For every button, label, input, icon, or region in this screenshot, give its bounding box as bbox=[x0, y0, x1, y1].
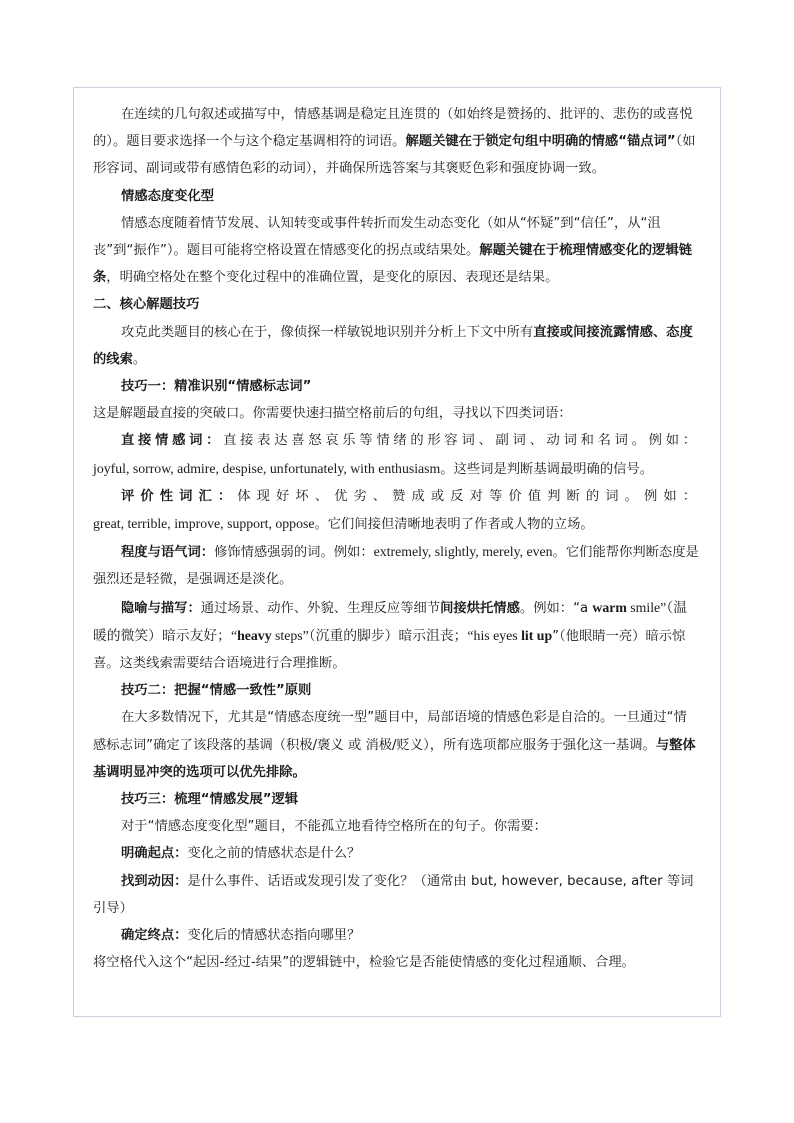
step-end: 确定终点：变化后的情感状态指向哪里？ bbox=[121, 928, 361, 944]
paragraph-core: 攻克此类题目的核心在于，像侦探一样敏锐地识别并分析上下文中所有直接或间接流露情感、态度的线索。 bbox=[93, 324, 693, 367]
key-emphasis: 与整体基调明显冲突的选项可以优先排除。 bbox=[93, 737, 696, 780]
item-degree-words: 程度与语气词：修饰情感强弱的词。例如：extremely, slightly, merely, even。它们能帮你判断态度是强烈还是轻微，是强调还是淡化。 bbox=[93, 544, 699, 588]
step-start: 明确起点：变化之前的情感状态是什么？ bbox=[121, 846, 361, 862]
tip3-title: 技巧三：梳理“情感发展”逻辑 bbox=[121, 792, 299, 808]
item-direct-words: 直接情感词：直接表达喜怒哀乐等情绪的形容词、副词、动词和名词。例如： joyful, sorrow, admire, despise, unfortunately, with enthusiasm。这些词是判断基调最明确的信号。 bbox=[93, 433, 700, 477]
tip2-title: 技巧二：把握“情感一致性”原则 bbox=[121, 683, 312, 699]
tip3-intro: 对于“情感态度变化型”题目，不能孤立地看待空格所在的句子。你需要： bbox=[121, 819, 547, 835]
degree-examples: extremely, slightly, merely, even bbox=[373, 544, 553, 560]
document-body bbox=[93, 101, 699, 977]
paragraph-change-type: 情感态度随着情节发展、认知转变或事件转折而发生动态变化（如从“怀疑”到“信任”，从“沮丧”到“振作”）。题目可能将空格设置在情感变化的拐点或结果处。解题关键在于梳理情感变化的逻辑链条，明确空格处在整个变化过程中的准确位置，是变化的原因、表现还是结果。 bbox=[93, 215, 693, 286]
evaluative-examples: great, terrible, improve, support, oppose bbox=[93, 516, 315, 532]
step-cause: 找到动因：是什么事件、话语或发现引发了变化？（通常由 but, however, because, after 等词引导） bbox=[93, 873, 694, 916]
direct-examples: joyful, sorrow, admire, despise, unfortunately, with enthusiasm bbox=[93, 460, 441, 476]
tip1-intro: 这是解题最直接的突破口。你需要快速扫描空格前后的句组，寻找以下四类词语： bbox=[93, 406, 572, 422]
key-emphasis: 解题关键在于梳理情感变化的逻辑链条 bbox=[93, 243, 693, 286]
item-evaluative-words: 评价性词汇：体现好坏、优劣、赞成或反对等价值判断的词。例如： great, terrible, improve, support, oppose。它们间接但清晰地表明了作者或人物的立场。 bbox=[93, 488, 700, 533]
heading-change-type: 情感态度变化型 bbox=[121, 188, 215, 204]
section-heading-techniques: 二、核心解题技巧 bbox=[93, 297, 200, 313]
key-emphasis: 直接或间接流露情感、态度的线索 bbox=[93, 324, 693, 367]
key-emphasis: 解题关键在于锁定句组中明确的情感“锚点词” bbox=[405, 134, 676, 150]
item-metaphor: 隐喻与描写：通过场景、动作、外貌、生理反应等细节间接烘托情感。例如：“a warm smile”（温暖的微笑）暗示友好；“heavy steps”（沉重的脚步）暗示沮丧；“his eyes lit up”（他眼睛一亮）暗示惊喜。这类线索需要结合语境进行合理推断。 bbox=[93, 599, 688, 672]
paragraph-consistency: 在大多数情况下，尤其是“情感态度统一型”题目中，局部语境的情感色彩是自洽的。一旦通过“情感标志词”确定了该段落的基调（积极/褒义 或 消极/贬义），所有选项都应服务于强化这一基调。与整体基调明显冲突的选项可以优先排除。 bbox=[93, 710, 696, 780]
tip1-title: 技巧一：精准识别“情感标志词” bbox=[121, 379, 312, 395]
paragraph-stable-tone: 在连续的几句叙述或描写中，情感基调是稳定且连贯的（如始终是赞扬的、批评的、悲伤的或喜悦的）。题目要求选择一个与这个稳定基调相符的词语。解题关键在于锁定句组中明确的情感“锚点词”（如形容词、副词或带有感情色彩的动词），并确保所选答案与其褒贬色彩和强度协调一致。 bbox=[93, 107, 696, 177]
closing-paragraph: 将空格代入这个“起因-经过-结果”的逻辑链中，检验它是否能使情感的变化过程通顺、合理。 bbox=[93, 955, 635, 971]
